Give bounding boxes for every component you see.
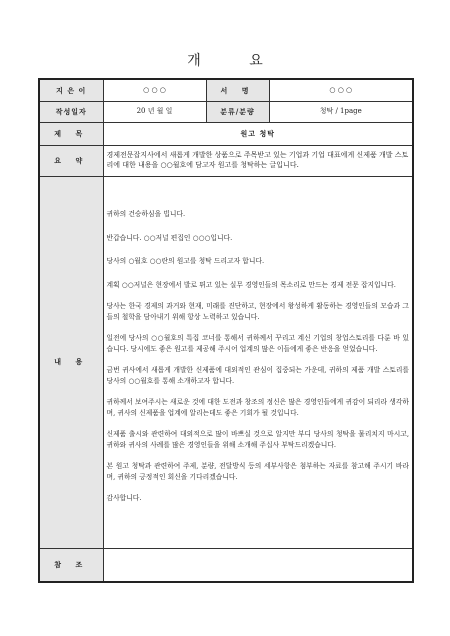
body-paragraph: 본 원고 청탁과 관련하여 주제, 분량, 전달방식 등의 세부사항은 첨부하는 자료를 참고해 주시기 바라며, 귀하의 긍정적인 회신을 기다리겠습니다. (106, 462, 409, 481)
body-paragraph: 귀하께서 보여주시는 새로운 것에 대한 도전과 창조의 정신은 많은 경영인들에게 귀감이 되리라 생각하며, 귀사의 신제품을 업계에 알리는데도 좋은 기회가 될 것입니다. (106, 398, 409, 417)
author-value: ○ ○ ○ (103, 79, 206, 101)
content-body (103, 176, 413, 548)
body-paragraph: 신제품 출시와 관련하여 대외적으로 많이 바쁘실 것으로 알지만 부디 당사의 청탁을 물리치지 마시고, 귀하와 귀사의 사례를 많은 경영인들을 위해 소개해 주십사 부탁드리겠습니다. (106, 430, 409, 449)
body-paragraph: 계획 ○○저널은 현장에서 발로 뛰고 있는 실무 경영인들의 목소리로 만드는 경제 전문 잡지입니다. (106, 280, 396, 289)
content-label: 내 용 (39, 176, 103, 548)
date-label: 작성일자 (39, 101, 103, 122)
body-paragraph: 감사합니다. (106, 494, 142, 503)
category-value: 청탁 / 1page (269, 101, 413, 122)
body-paragraph: 귀하의 건승하심을 빕니다. (106, 209, 186, 218)
summary-form-table (38, 78, 414, 583)
body-paragraph: 금번 귀사에서 새롭게 개발한 신제품에 대외적인 관심이 집중되는 가운데, 귀하의 제품 개발 스토리를 당사의 ○○월호를 통해 소개하고자 합니다. (106, 366, 409, 385)
reference-value (103, 548, 413, 582)
reference-label: 참 조 (39, 548, 103, 582)
subject-label: 제 목 (39, 122, 103, 145)
body-paragraph: 당사의 ○월호 ○○란의 원고를 청탁 드리고자 합니다. (106, 257, 265, 266)
subject-value: 원고 청탁 (103, 122, 413, 145)
body-paragraph: 반갑습니다. ○○저널 편집인 ○○○입니다. (106, 233, 233, 242)
summary-value: 경제전문잡지사에서 새롭게 개발한 상품으로 주목받고 있는 기업과 기업 대표에게 신제품 개발 스토리에 대한 내용을 ○○월호에 담고자 원고를 청탁하는 글입니다. (103, 145, 413, 176)
author-label: 지 은 이 (39, 79, 103, 101)
category-label: 분류/분량 (206, 101, 269, 122)
body-paragraph: 당사는 한국 경제의 과거와 현재, 미래를 진단하고, 현장에서 왕성하게 활동하는 경영인들의 모습과 그들의 철학을 담아내기 위해 항상 노력하고 있습니다. (106, 302, 409, 321)
date-value: 20 년 월 일 (103, 101, 206, 122)
document-title: 개 요 (187, 53, 285, 69)
body-paragraph: 일전에 당사의 ○○월호의 특집 코너를 통해서 귀하께서 꾸리고 계신 기업의 창업스토리를 다룬 바 있습니다. 당시에도 좋은 원고를 제공해 주시어 업계의 많은 이들에게 좋은 반응을 얻었습니다. (106, 334, 409, 353)
signature-label: 서 명 (206, 79, 269, 101)
summary-label: 요 약 (39, 145, 103, 176)
signature-value: ○ ○ ○ (269, 79, 413, 101)
